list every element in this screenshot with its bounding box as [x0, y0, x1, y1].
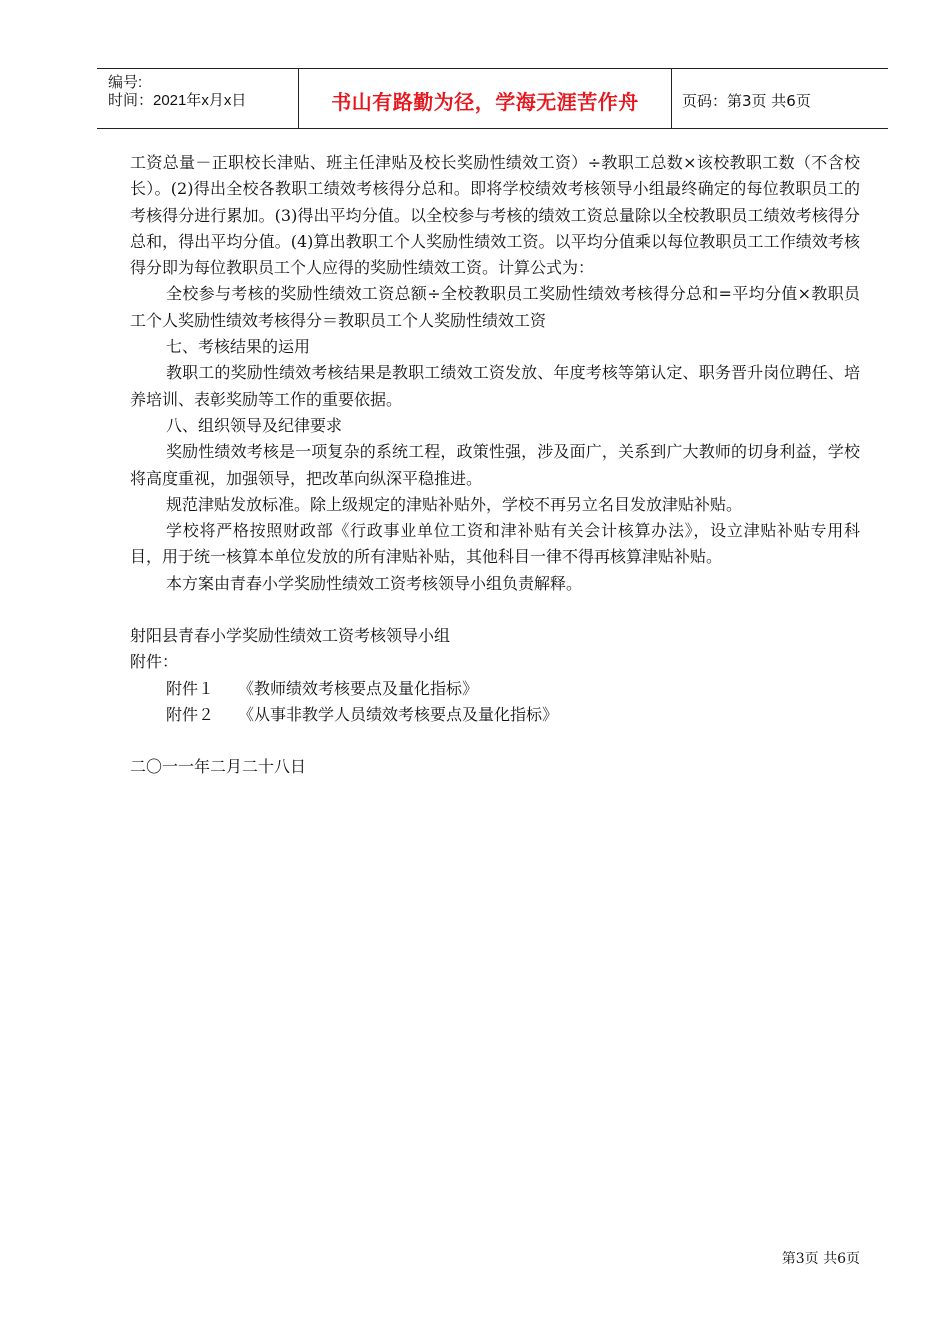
- page-footer: 第3页 共6页: [781, 1251, 860, 1267]
- paragraph-leadership: 奖励性绩效考核是一项复杂的系统工程，政策性强，涉及面广，关系到广大教师的切身利益，学校将高度重视，加强领导，把改革向纵深平稳推进。: [130, 442, 860, 488]
- page-header: [97, 68, 888, 129]
- paragraph-allowance-standard: 规范津贴发放标准。除上级规定的津贴补贴外，学校不再另立名目发放津贴补贴。: [166, 494, 743, 514]
- paragraph-interpretation: 本方案由青春小学奖励性绩效工资考核领导小组负责解释。: [166, 573, 583, 593]
- header-motto-cell: [299, 69, 672, 128]
- spacer: [130, 728, 860, 754]
- attachments-label: 附件：: [130, 652, 179, 672]
- document-body: [130, 150, 860, 781]
- section-heading-8: 八、组织领导及纪律要求: [166, 415, 343, 435]
- paragraph-formula: 全校参与考核的奖励性绩效工资总额÷全校教职员工奖励性绩效考核得分总和=平均分值×教职员工个人奖励性绩效考核得分＝教职员工个人奖励性绩效工资: [130, 284, 860, 330]
- document-number-label: 编号:: [108, 74, 143, 91]
- paragraph-calculation: 工资总量－正职校长津贴、班主任津贴及校长奖励性绩效工资）÷教职工总数×该校教职工数（不含校长）。(2)得出全校各教职工绩效考核得分总和。即将学校绩效考核领导小组最终确定的每位教职员工的考核得分进行累加。(3)得出平均分值。以全校参与考核的绩效工资总量除以全校教职员工绩效考核得分总和，得出平均分值。(4)算出教职工个人奖励性绩效工资。以平均分值乘以每位教职员工工作绩效考核得分即为每位教职员工个人应得的奖励性绩效工资。计算公式为：: [130, 153, 860, 278]
- header-motto: 书山有路勤为径，学海无涯苦作舟: [331, 90, 639, 114]
- header-page-info: 页码：第3页 共6页: [682, 92, 811, 110]
- attachment-item: 附件２ 《从事非教学人员绩效考核要点及量化指标》: [166, 704, 559, 724]
- header-meta-cell: [97, 69, 299, 128]
- document-date: 二〇一一年二月二十八日: [130, 757, 307, 777]
- section-heading-7: 七、考核结果的运用: [166, 337, 311, 357]
- spacer: [130, 597, 860, 623]
- paragraph-results-use: 教职工的奖励性绩效考核结果是教职工绩效工资发放、年度考核等第认定、职务晋升岗位聘任、培养培训、表彰奖励等工作的重要依据。: [130, 363, 860, 409]
- signature-line: 射阳县青春小学奖励性绩效工资考核领导小组: [130, 626, 451, 646]
- paragraph-accounting: 学校将严格按照财政部《行政事业单位工资和津补贴有关会计核算办法》，设立津贴补贴专用科目，用于统一核算本单位发放的所有津贴补贴，其他科目一律不得再核算津贴补贴。: [130, 521, 860, 567]
- document-time-label: 时间：2021年x月x日: [108, 92, 247, 109]
- header-page-cell: [672, 69, 886, 128]
- attachment-item: 附件１ 《教师绩效考核要点及量化指标》: [166, 678, 479, 698]
